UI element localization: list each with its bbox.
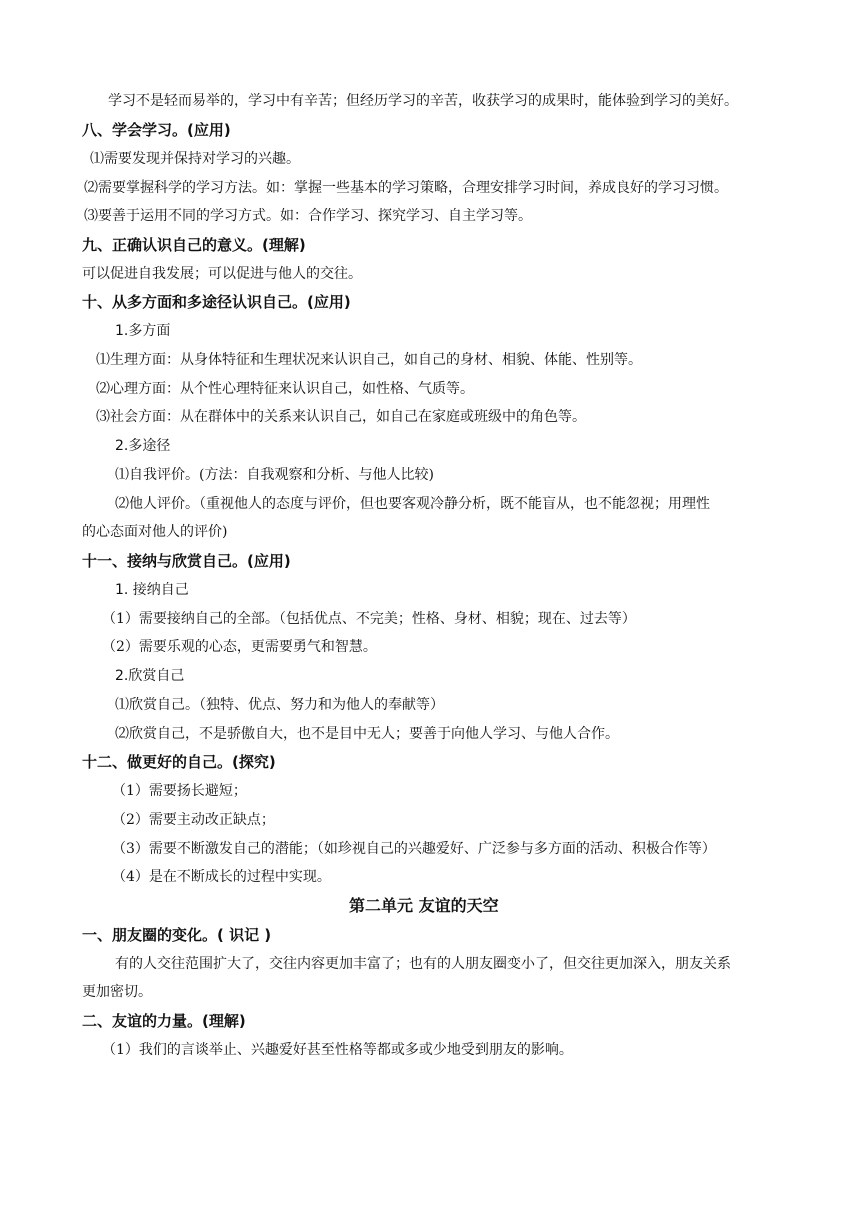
heading-section-9: 九、正确认识自己的意义。(理解) [82,236,306,254]
list-item: （1）需要扬长避短； [112,783,247,799]
list-item: （3）需要不断激发自己的潜能；（如珍视自己的兴趣爱好、广泛参与多方面的活动、积极合作等） [112,841,716,857]
list-item-continued: 的心态面对他人的评价) [82,524,228,540]
list-item: ⑵心理方面：从个性心理特征来认识自己，如性格、气质等。 [96,381,474,397]
paragraph: 有的人交往范围扩大了，交往内容更加丰富了；也有的人朋友圈变小了，但交往更加深入，朋友关系 [115,956,731,972]
subheading: 2.欣赏自己 [115,668,185,684]
heading-section-11: 十一、接纳与欣赏自己。(应用) [82,552,291,570]
list-item: ⑴需要发现并保持对学习的兴趣。 [90,151,300,167]
unit-title: 第二单元 友谊的天空 [349,896,499,915]
heading-section-10: 十、从多方面和多途径认识自己。(应用) [82,293,351,311]
list-item: ⑴自我评价。(方法：自我观察和分析、与他人比较) [115,467,434,483]
list-item: （2）需要主动改正缺点； [112,812,275,828]
list-item: （4）是在不断成长的过程中实现。 [112,869,331,885]
paragraph-continued: 更加密切。 [82,984,152,1000]
list-item: ⑴欣赏自己。（独特、优点、努力和为他人的奉献等） [115,697,444,713]
heading-unit2-section-2: 二、友谊的力量。(理解) [82,1012,246,1030]
list-item: ⑴生理方面：从身体特征和生理状况来认识自己，如自己的身材、相貌、体能、性别等。 [96,352,642,368]
heading-section-8: 八、学会学习。(应用) [82,121,231,139]
list-item: ⑵需要掌握科学的学习方法。如：掌握一些基本的学习策略，合理安排学习时间，养成良好的学习习惯。 [84,180,728,196]
paragraph: 可以促进自我发展；可以促进与他人的交往。 [82,266,362,282]
subheading: 1. 接纳自己 [115,582,189,598]
heading-unit2-section-1: 一、朋友圈的变化。( 识记 ) [82,926,272,944]
list-item: （1）我们的言谈举止、兴趣爱好甚至性格等都或多或少地受到朋友的影响。 [102,1042,573,1058]
list-item: ⑵欣赏自己，不是骄傲自大，也不是目中无人；要善于向他人学习、与他人合作。 [115,726,619,742]
paragraph-learning-hardship: 学习不是轻而易举的，学习中有辛苦；但经历学习的辛苦，收获学习的成果时，能体验到学习的美好。 [108,93,738,109]
list-item: （2）需要乐观的心态，更需要勇气和智慧。 [102,639,377,655]
list-item: ⑶要善于运用不同的学习方式。如：合作学习、探究学习、自主学习等。 [84,208,532,224]
heading-section-12: 十二、做更好的自己。(探究) [82,753,276,771]
list-item: （1）需要接纳自己的全部。（包括优点、不完美；性格、身材、相貌；现在、过去等） [102,611,636,627]
subheading: 2.多途径 [115,438,171,454]
subheading: 1.多方面 [115,323,171,339]
list-item: ⑶社会方面：从在群体中的关系来认识自己，如自己在家庭或班级中的角色等。 [96,409,586,425]
list-item: ⑵他人评价。（重视他人的态度与评价，但也要客观冷静分析，既不能盲从，也不能忽视；用理性 [115,496,710,512]
